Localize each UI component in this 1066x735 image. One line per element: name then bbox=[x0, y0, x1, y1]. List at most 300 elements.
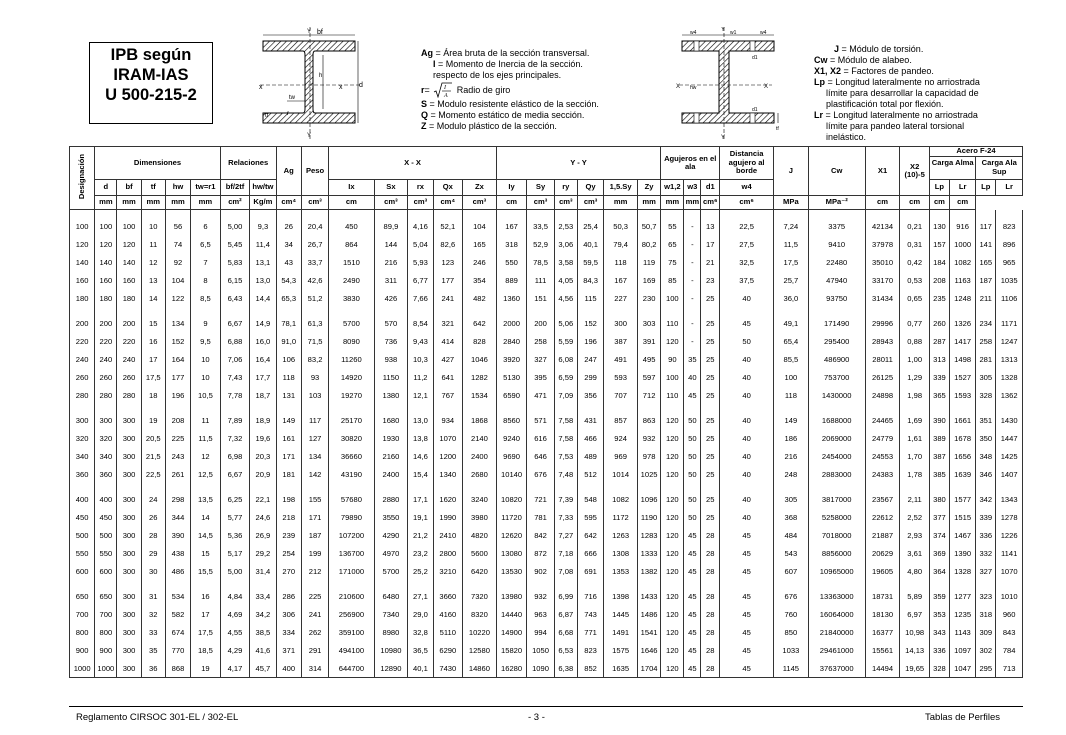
table-cell: 0,88 bbox=[900, 332, 930, 350]
table-cell: 351 bbox=[976, 411, 996, 429]
table-cell: 1575 bbox=[604, 641, 638, 659]
table-cell: 1343 bbox=[996, 490, 1023, 508]
table-cell: 40 bbox=[720, 368, 774, 386]
svg-text:d1: d1 bbox=[752, 55, 758, 61]
table-cell: 22,5 bbox=[720, 217, 774, 235]
table-cell: 22,1 bbox=[250, 490, 276, 508]
table-cell: 6,53 bbox=[554, 641, 577, 659]
table-cell: 767 bbox=[433, 386, 463, 404]
table-cell: 400 bbox=[95, 490, 117, 508]
table-cell: 157 bbox=[929, 235, 949, 253]
table-cell: 25 bbox=[701, 465, 720, 483]
table-cell: 14,6 bbox=[408, 447, 433, 465]
table-cell: 30820 bbox=[329, 429, 374, 447]
table-cell: 6,43 bbox=[220, 289, 250, 307]
table-cell: 117 bbox=[976, 217, 996, 235]
table-cell: 280 bbox=[95, 386, 117, 404]
table-cell: 800 bbox=[95, 623, 117, 641]
table-cell: 5700 bbox=[329, 314, 374, 332]
table-cell: 25 bbox=[701, 314, 720, 332]
table-cell: 784 bbox=[996, 641, 1023, 659]
table-cell: 187 bbox=[976, 271, 996, 289]
table-cell: 24898 bbox=[865, 386, 900, 404]
table-cell: 110 bbox=[661, 386, 684, 404]
table-cell: 6,59 bbox=[554, 368, 577, 386]
table-cell: 180 bbox=[95, 289, 117, 307]
table-cell: 359 bbox=[929, 587, 949, 605]
table-cell: 334 bbox=[276, 623, 301, 641]
table-cell: 1070 bbox=[996, 562, 1023, 580]
table-cell: 340 bbox=[95, 447, 117, 465]
table-cell: 1,70 bbox=[900, 447, 930, 465]
unit-cell: cm³ bbox=[408, 196, 433, 210]
table-cell: 4,55 bbox=[220, 623, 250, 641]
table-cell: 2,93 bbox=[900, 526, 930, 544]
profiles-table bbox=[69, 146, 1023, 678]
table-cell: - bbox=[684, 332, 701, 350]
svg-text:Y: Y bbox=[307, 133, 312, 139]
table-cell: 7,48 bbox=[554, 465, 577, 483]
table-cell: 965 bbox=[996, 253, 1023, 271]
table-cell: 287 bbox=[929, 332, 949, 350]
table-cell: 25 bbox=[701, 447, 720, 465]
table-cell: 12 bbox=[141, 253, 165, 271]
table-cell: 50,7 bbox=[637, 217, 660, 235]
subheader-cell: Iy bbox=[496, 180, 527, 196]
table-cell: 1328 bbox=[949, 562, 975, 580]
subheader-cell: rx bbox=[408, 180, 433, 196]
table-cell: 140 bbox=[70, 253, 95, 271]
svg-text:Y: Y bbox=[721, 135, 726, 141]
header-acero: Acero F-24 bbox=[930, 147, 1022, 157]
table-cell: 1433 bbox=[637, 587, 660, 605]
table-cell: 1033 bbox=[773, 641, 808, 659]
def-z: Z = Modulo plástico de la sección. bbox=[421, 121, 557, 131]
table-cell: 414 bbox=[433, 332, 463, 350]
table-cell: 14,4 bbox=[250, 289, 276, 307]
table-cell: 7340 bbox=[374, 605, 408, 623]
table-cell: 7,32 bbox=[220, 429, 250, 447]
table-cell: 161 bbox=[276, 429, 301, 447]
svg-text:A: A bbox=[443, 93, 448, 98]
table-cell: 305 bbox=[773, 490, 808, 508]
table-cell: 6,68 bbox=[554, 623, 577, 641]
table-cell: 5,06 bbox=[554, 314, 577, 332]
table-cell: 23,2 bbox=[408, 544, 433, 562]
table-cell: 75 bbox=[661, 253, 684, 271]
table-cell: 211 bbox=[976, 289, 996, 307]
table-cell: 300 bbox=[117, 562, 141, 580]
table-cell: 311 bbox=[374, 271, 408, 289]
table-cell: 1430000 bbox=[808, 386, 865, 404]
table-row bbox=[70, 368, 1023, 386]
table-cell: 25 bbox=[701, 350, 720, 368]
table-cell: 1,61 bbox=[900, 429, 930, 447]
table-cell: 8560 bbox=[496, 411, 527, 429]
table-cell: 120 bbox=[661, 332, 684, 350]
table-cell: 120 bbox=[661, 411, 684, 429]
table-cell: 5,93 bbox=[408, 253, 433, 271]
table-cell: 21,2 bbox=[408, 526, 433, 544]
table-cell: 50 bbox=[684, 465, 701, 483]
table-cell: 2883000 bbox=[808, 465, 865, 483]
table-cell: 298 bbox=[165, 490, 190, 508]
table-cell: 7,09 bbox=[554, 386, 577, 404]
table-cell: 100 bbox=[70, 217, 95, 235]
table-cell: 11,2 bbox=[408, 368, 433, 386]
table-cell: 22,5 bbox=[141, 465, 165, 483]
table-cell: 25 bbox=[701, 332, 720, 350]
table-cell: 91,0 bbox=[276, 332, 301, 350]
table-cell: 374 bbox=[929, 526, 949, 544]
table-cell: 344 bbox=[165, 508, 190, 526]
table-cell: 1527 bbox=[949, 368, 975, 386]
table-cell: 548 bbox=[577, 490, 603, 508]
table-cell: 131 bbox=[276, 386, 301, 404]
table-cell: 721 bbox=[527, 490, 554, 508]
footer-page: - 3 - bbox=[528, 712, 545, 723]
table-cell: 2,52 bbox=[900, 508, 930, 526]
table-cell: - bbox=[684, 271, 701, 289]
table-cell: 24,6 bbox=[250, 508, 276, 526]
table-cell: 5,83 bbox=[220, 253, 250, 271]
table-cell: 130 bbox=[929, 217, 949, 235]
table-cell: 6590 bbox=[496, 386, 527, 404]
table-cell: 300 bbox=[117, 587, 141, 605]
table-cell: 6,98 bbox=[220, 447, 250, 465]
table-cell: 200 bbox=[70, 314, 95, 332]
table-cell: 243 bbox=[165, 447, 190, 465]
table-cell: 42134 bbox=[865, 217, 900, 235]
table-cell: 2400 bbox=[463, 447, 497, 465]
table-cell: 400 bbox=[70, 490, 95, 508]
table-cell: - bbox=[684, 217, 701, 235]
table-cell: 1025 bbox=[637, 465, 660, 483]
table-cell: 1308 bbox=[604, 544, 638, 562]
table-cell: 111 bbox=[527, 271, 554, 289]
table-cell: 864 bbox=[329, 235, 374, 253]
table-cell: 45 bbox=[720, 659, 774, 678]
unit-cell: cm⁶ bbox=[701, 196, 720, 210]
svg-text:Y: Y bbox=[721, 27, 726, 33]
table-cell: 1145 bbox=[773, 659, 808, 678]
table-cell: 5700 bbox=[374, 562, 408, 580]
subheader-cell: d1 bbox=[701, 180, 720, 196]
table-cell: 691 bbox=[577, 562, 603, 580]
table-cell: 8090 bbox=[329, 332, 374, 350]
table-cell: 47940 bbox=[808, 271, 865, 289]
subheader-cell: bf/2tf bbox=[220, 180, 250, 196]
table-cell: 770 bbox=[165, 641, 190, 659]
table-cell: 5,00 bbox=[220, 217, 250, 235]
table-cell: 45 bbox=[684, 562, 701, 580]
table-cell: 676 bbox=[773, 587, 808, 605]
table-cell: 1,98 bbox=[900, 386, 930, 404]
table-cell: 240 bbox=[70, 350, 95, 368]
table-cell: 1678 bbox=[949, 429, 975, 447]
table-cell: 40 bbox=[720, 289, 774, 307]
table-cell: 295 bbox=[976, 659, 996, 678]
table-cell: 15 bbox=[141, 314, 165, 332]
table-cell: 327 bbox=[976, 562, 996, 580]
table-cell: 431 bbox=[577, 411, 603, 429]
table-cell: 969 bbox=[604, 447, 638, 465]
table-row bbox=[70, 490, 1023, 508]
table-cell: 24383 bbox=[865, 465, 900, 483]
table-cell: 340 bbox=[70, 447, 95, 465]
table-cell: 45,7 bbox=[250, 659, 276, 678]
table-cell: 4,84 bbox=[220, 587, 250, 605]
table-cell: 7320 bbox=[463, 587, 497, 605]
table-cell: 700 bbox=[95, 605, 117, 623]
table-cell: 85 bbox=[661, 271, 684, 289]
table-cell: 43 bbox=[276, 253, 301, 271]
table-cell: 261 bbox=[165, 465, 190, 483]
table-cell: 52,9 bbox=[527, 235, 554, 253]
table-cell: 1620 bbox=[433, 490, 463, 508]
table-cell: 14920 bbox=[329, 368, 374, 386]
table-cell: 56 bbox=[165, 217, 190, 235]
table-cell: 650 bbox=[95, 587, 117, 605]
table-row bbox=[70, 605, 1023, 623]
table-cell: 978 bbox=[637, 447, 660, 465]
table-cell: 28 bbox=[701, 605, 720, 623]
table-cell: 10980 bbox=[374, 641, 408, 659]
table-cell: 9690 bbox=[496, 447, 527, 465]
table-cell: 11,4 bbox=[250, 235, 276, 253]
table-cell: 1868 bbox=[463, 411, 497, 429]
table-cell: 171 bbox=[301, 508, 328, 526]
table-cell: 34 bbox=[276, 235, 301, 253]
table-cell: 1380 bbox=[374, 386, 408, 404]
table-cell: 225 bbox=[165, 429, 190, 447]
table-cell: 850 bbox=[773, 623, 808, 641]
table-cell: 3660 bbox=[433, 587, 463, 605]
table-cell: 220 bbox=[117, 332, 141, 350]
table-cell: 1362 bbox=[996, 386, 1023, 404]
table-cell: 348 bbox=[976, 447, 996, 465]
table-cell: 180 bbox=[70, 289, 95, 307]
table-cell: 368 bbox=[773, 508, 808, 526]
table-cell: 11260 bbox=[329, 350, 374, 368]
table-cell: 1283 bbox=[637, 526, 660, 544]
table-cell: 900 bbox=[95, 641, 117, 659]
table-cell: 90 bbox=[661, 350, 684, 368]
table-cell: 89,9 bbox=[374, 217, 408, 235]
table-cell: 1000 bbox=[95, 659, 117, 678]
table-cell: 295400 bbox=[808, 332, 865, 350]
table-cell: 1425 bbox=[996, 447, 1023, 465]
table-cell: 1050 bbox=[527, 641, 554, 659]
table-cell: 149 bbox=[276, 411, 301, 429]
table-cell: 1,78 bbox=[900, 465, 930, 483]
table-cell: 707 bbox=[604, 386, 638, 404]
table-cell: 35 bbox=[684, 350, 701, 368]
table-cell: 1353 bbox=[604, 562, 638, 580]
table-cell: 1278 bbox=[996, 508, 1023, 526]
table-row bbox=[70, 447, 1023, 465]
table-cell: 1593 bbox=[949, 386, 975, 404]
table-cell: 781 bbox=[527, 508, 554, 526]
table-cell: 210600 bbox=[329, 587, 374, 605]
table-cell: 1,00 bbox=[900, 350, 930, 368]
table-cell: 152 bbox=[577, 314, 603, 332]
table-cell: 377 bbox=[929, 508, 949, 526]
table-cell: 450 bbox=[329, 217, 374, 235]
table-cell: 12,5 bbox=[191, 465, 221, 483]
table-cell: 512 bbox=[577, 465, 603, 483]
table-cell: 258 bbox=[976, 332, 996, 350]
table-cell: 4,69 bbox=[220, 605, 250, 623]
table-cell: 45 bbox=[684, 526, 701, 544]
table-cell: 33 bbox=[141, 623, 165, 641]
subheader-cell: w1,2 bbox=[661, 180, 684, 196]
table-cell: 0,21 bbox=[900, 217, 930, 235]
table-cell: 119 bbox=[637, 253, 660, 271]
table-cell: 20,9 bbox=[250, 465, 276, 483]
table-cell: 450 bbox=[70, 508, 95, 526]
table-cell: 1010 bbox=[996, 587, 1023, 605]
table-cell: 1163 bbox=[949, 271, 975, 289]
table-cell: 3210 bbox=[433, 562, 463, 580]
table-cell: 3817000 bbox=[808, 490, 865, 508]
table-cell: 360 bbox=[70, 465, 95, 483]
table-cell: 712 bbox=[637, 386, 660, 404]
header-carga-ala: Carga Ala Sup bbox=[981, 158, 1017, 176]
table-cell: 328 bbox=[976, 386, 996, 404]
table-cell: 10 bbox=[191, 368, 221, 386]
table-cell: 85,5 bbox=[773, 350, 808, 368]
table-cell: 20,4 bbox=[301, 217, 328, 235]
table-cell: 7,18 bbox=[554, 544, 577, 562]
table-cell: 6 bbox=[191, 217, 221, 235]
table-cell: 50 bbox=[684, 508, 701, 526]
unit-cell: cm bbox=[496, 196, 527, 210]
table-cell: 40 bbox=[720, 465, 774, 483]
table-cell: 336 bbox=[976, 526, 996, 544]
table-cell: 28 bbox=[701, 659, 720, 678]
table-cell: 28943 bbox=[865, 332, 900, 350]
table-cell: 1070 bbox=[433, 429, 463, 447]
table-cell: 1360 bbox=[496, 289, 527, 307]
header-cw: Cw bbox=[808, 147, 865, 196]
table-cell: 5,04 bbox=[408, 235, 433, 253]
table-cell: 484 bbox=[773, 526, 808, 544]
table-cell: 40 bbox=[720, 429, 774, 447]
table-cell: 6,15 bbox=[220, 271, 250, 289]
table-cell: 16064000 bbox=[808, 605, 865, 623]
table-cell: 300 bbox=[117, 659, 141, 678]
unit-cell: cm bbox=[900, 196, 930, 210]
table-cell: 3,61 bbox=[900, 544, 930, 562]
table-cell: 314 bbox=[301, 659, 328, 678]
table-cell: 165 bbox=[976, 253, 996, 271]
table-cell: 106 bbox=[276, 350, 301, 368]
table-cell: 4290 bbox=[374, 526, 408, 544]
table-cell: 1340 bbox=[433, 465, 463, 483]
table-cell: 6420 bbox=[463, 562, 497, 580]
table-cell: 2160 bbox=[374, 447, 408, 465]
table-cell: 28 bbox=[701, 641, 720, 659]
table-cell: 13980 bbox=[496, 587, 527, 605]
table-row bbox=[70, 217, 1023, 235]
table-cell: 4,56 bbox=[554, 289, 577, 307]
table-cell: 27,5 bbox=[720, 235, 774, 253]
table-cell: 4,17 bbox=[220, 659, 250, 678]
def-lr-cont-2: inelástico. bbox=[826, 132, 867, 142]
unit-cell: cm bbox=[949, 196, 975, 210]
table-cell: 570 bbox=[374, 314, 408, 332]
table-cell: 1398 bbox=[604, 587, 638, 605]
table-cell: 100 bbox=[773, 368, 808, 386]
table-cell: 27,1 bbox=[408, 587, 433, 605]
table-cell: 36,5 bbox=[408, 641, 433, 659]
table-cell: 26 bbox=[141, 508, 165, 526]
header-x2: X2 (10)-5 bbox=[900, 147, 930, 196]
table-cell: 6,77 bbox=[408, 271, 433, 289]
table-cell: 3240 bbox=[463, 490, 497, 508]
table-cell: 2,11 bbox=[900, 490, 930, 508]
table-cell: 700 bbox=[70, 605, 95, 623]
table-cell: 51,2 bbox=[301, 289, 328, 307]
table-cell: 350 bbox=[976, 429, 996, 447]
table-cell: 6,25 bbox=[220, 490, 250, 508]
table-cell: 21840000 bbox=[808, 623, 865, 641]
table-cell: 241 bbox=[301, 605, 328, 623]
table-cell: 13,8 bbox=[408, 429, 433, 447]
table-cell: 36 bbox=[141, 659, 165, 678]
def-x1x2: X1, X2 = Factores de pandeo. bbox=[814, 66, 934, 76]
table-cell: 650 bbox=[70, 587, 95, 605]
table-cell: 25 bbox=[701, 429, 720, 447]
table-row bbox=[70, 429, 1023, 447]
table-cell: 65 bbox=[661, 235, 684, 253]
table-cell: 16377 bbox=[865, 623, 900, 641]
table-cell: 225 bbox=[301, 587, 328, 605]
header-yy: Y - Y bbox=[496, 147, 660, 180]
table-cell: 6,88 bbox=[220, 332, 250, 350]
unit-cell: cm bbox=[929, 196, 949, 210]
table-cell: 1704 bbox=[637, 659, 660, 678]
table-cell: 482 bbox=[463, 289, 497, 307]
title-line-3: U 500-215-2 bbox=[105, 86, 197, 104]
table-cell: 25,7 bbox=[773, 271, 808, 289]
table-cell: 41,6 bbox=[250, 641, 276, 659]
table-cell: 117 bbox=[301, 411, 328, 429]
table-cell: 582 bbox=[165, 605, 190, 623]
table-cell: 1486 bbox=[637, 605, 660, 623]
table-cell: 5,59 bbox=[554, 332, 577, 350]
table-cell: 19605 bbox=[865, 562, 900, 580]
table-cell: 49,1 bbox=[773, 314, 808, 332]
table-cell: 230 bbox=[637, 289, 660, 307]
table-cell: 28 bbox=[701, 526, 720, 544]
svg-text:x: x bbox=[259, 84, 263, 91]
table-cell: 2400 bbox=[374, 465, 408, 483]
table-cell: 1577 bbox=[949, 490, 975, 508]
table-cell: 500 bbox=[95, 526, 117, 544]
table-cell: 13 bbox=[141, 271, 165, 289]
table-cell: 186 bbox=[773, 429, 808, 447]
table-cell: 471 bbox=[527, 386, 554, 404]
table-cell: 13,0 bbox=[408, 411, 433, 429]
table-cell: 65,4 bbox=[773, 332, 808, 350]
table-cell: 24465 bbox=[865, 411, 900, 429]
table-cell: 306 bbox=[276, 605, 301, 623]
table-cell: 167 bbox=[604, 271, 638, 289]
table-cell: 736 bbox=[374, 332, 408, 350]
unit-cell: mm bbox=[637, 196, 660, 210]
